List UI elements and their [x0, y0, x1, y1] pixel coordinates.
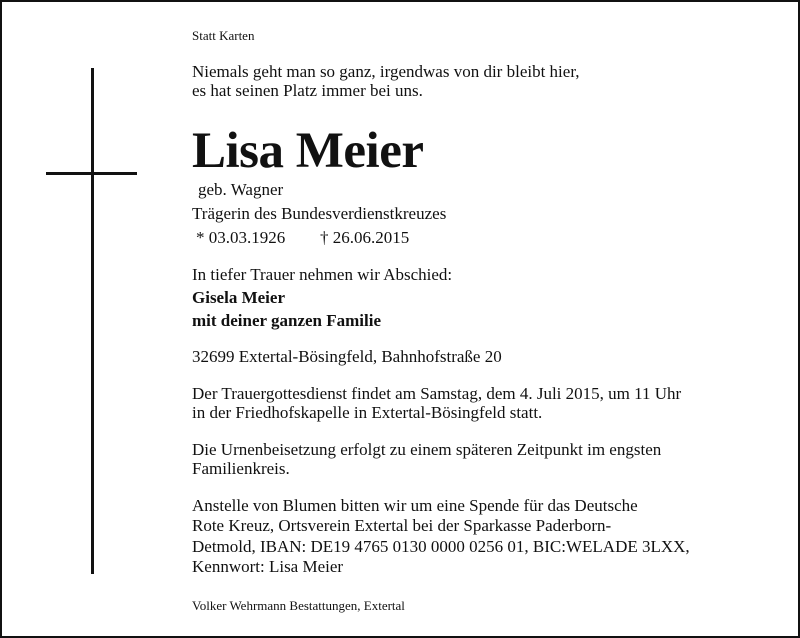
mourner-name: Gisela Meier [192, 288, 285, 307]
honor-text: Trägerin des Bundesverdienstkreuzes [192, 204, 447, 223]
donation-line: Rote Kreuz, Ortsverein Extertal bei der Sparkasse Paderborn- [192, 516, 612, 535]
mourning-intro: In tiefer Trauer nehmen wir Abschied: [192, 265, 453, 284]
cross-icon-vertical-bar [91, 68, 94, 574]
birth-date: * 03.03.1926 [196, 228, 286, 247]
address-text: 32699 Extertal-Bösingfeld, Bahnhofstraße 20 [192, 347, 502, 366]
service-line: in der Friedhofskapelle in Extertal-Bösingfeld statt. [192, 403, 543, 422]
burial-line: Familienkreis. [192, 459, 290, 478]
donation-line: Kennwort: Lisa Meier [192, 557, 344, 576]
service-line: Der Trauergottesdienst findet am Samstag, dem 4. Juli 2015, um 11 Uhr [192, 384, 682, 403]
burial-line: Die Urnenbeisetzung erfolgt zu einem späteren Zeitpunkt im engsten [192, 440, 662, 459]
mourner-family: mit deiner ganzen Familie [192, 311, 382, 330]
maiden-name: geb. Wagner [198, 180, 284, 199]
donation-line: Anstelle von Blumen bitten wir um eine Spende für das Deutsche [192, 496, 638, 515]
deceased-name: Lisa Meier [192, 123, 424, 179]
quote-line: es hat seinen Platz immer bei uns. [192, 81, 423, 100]
donation-line: Detmold, IBAN: DE19 4765 0130 0000 0256 01, BIC:WELADE 3LXX, [192, 537, 690, 556]
quote-line: Niemals geht man so ganz, irgendwas von dir bleibt hier, [192, 62, 580, 81]
cross-icon-horizontal-bar [46, 172, 137, 175]
death-date: † 26.06.2015 [320, 228, 410, 247]
header-text: Statt Karten [192, 28, 255, 43]
footer-undertaker: Volker Wehrmann Bestattungen, Extertal [192, 598, 405, 613]
